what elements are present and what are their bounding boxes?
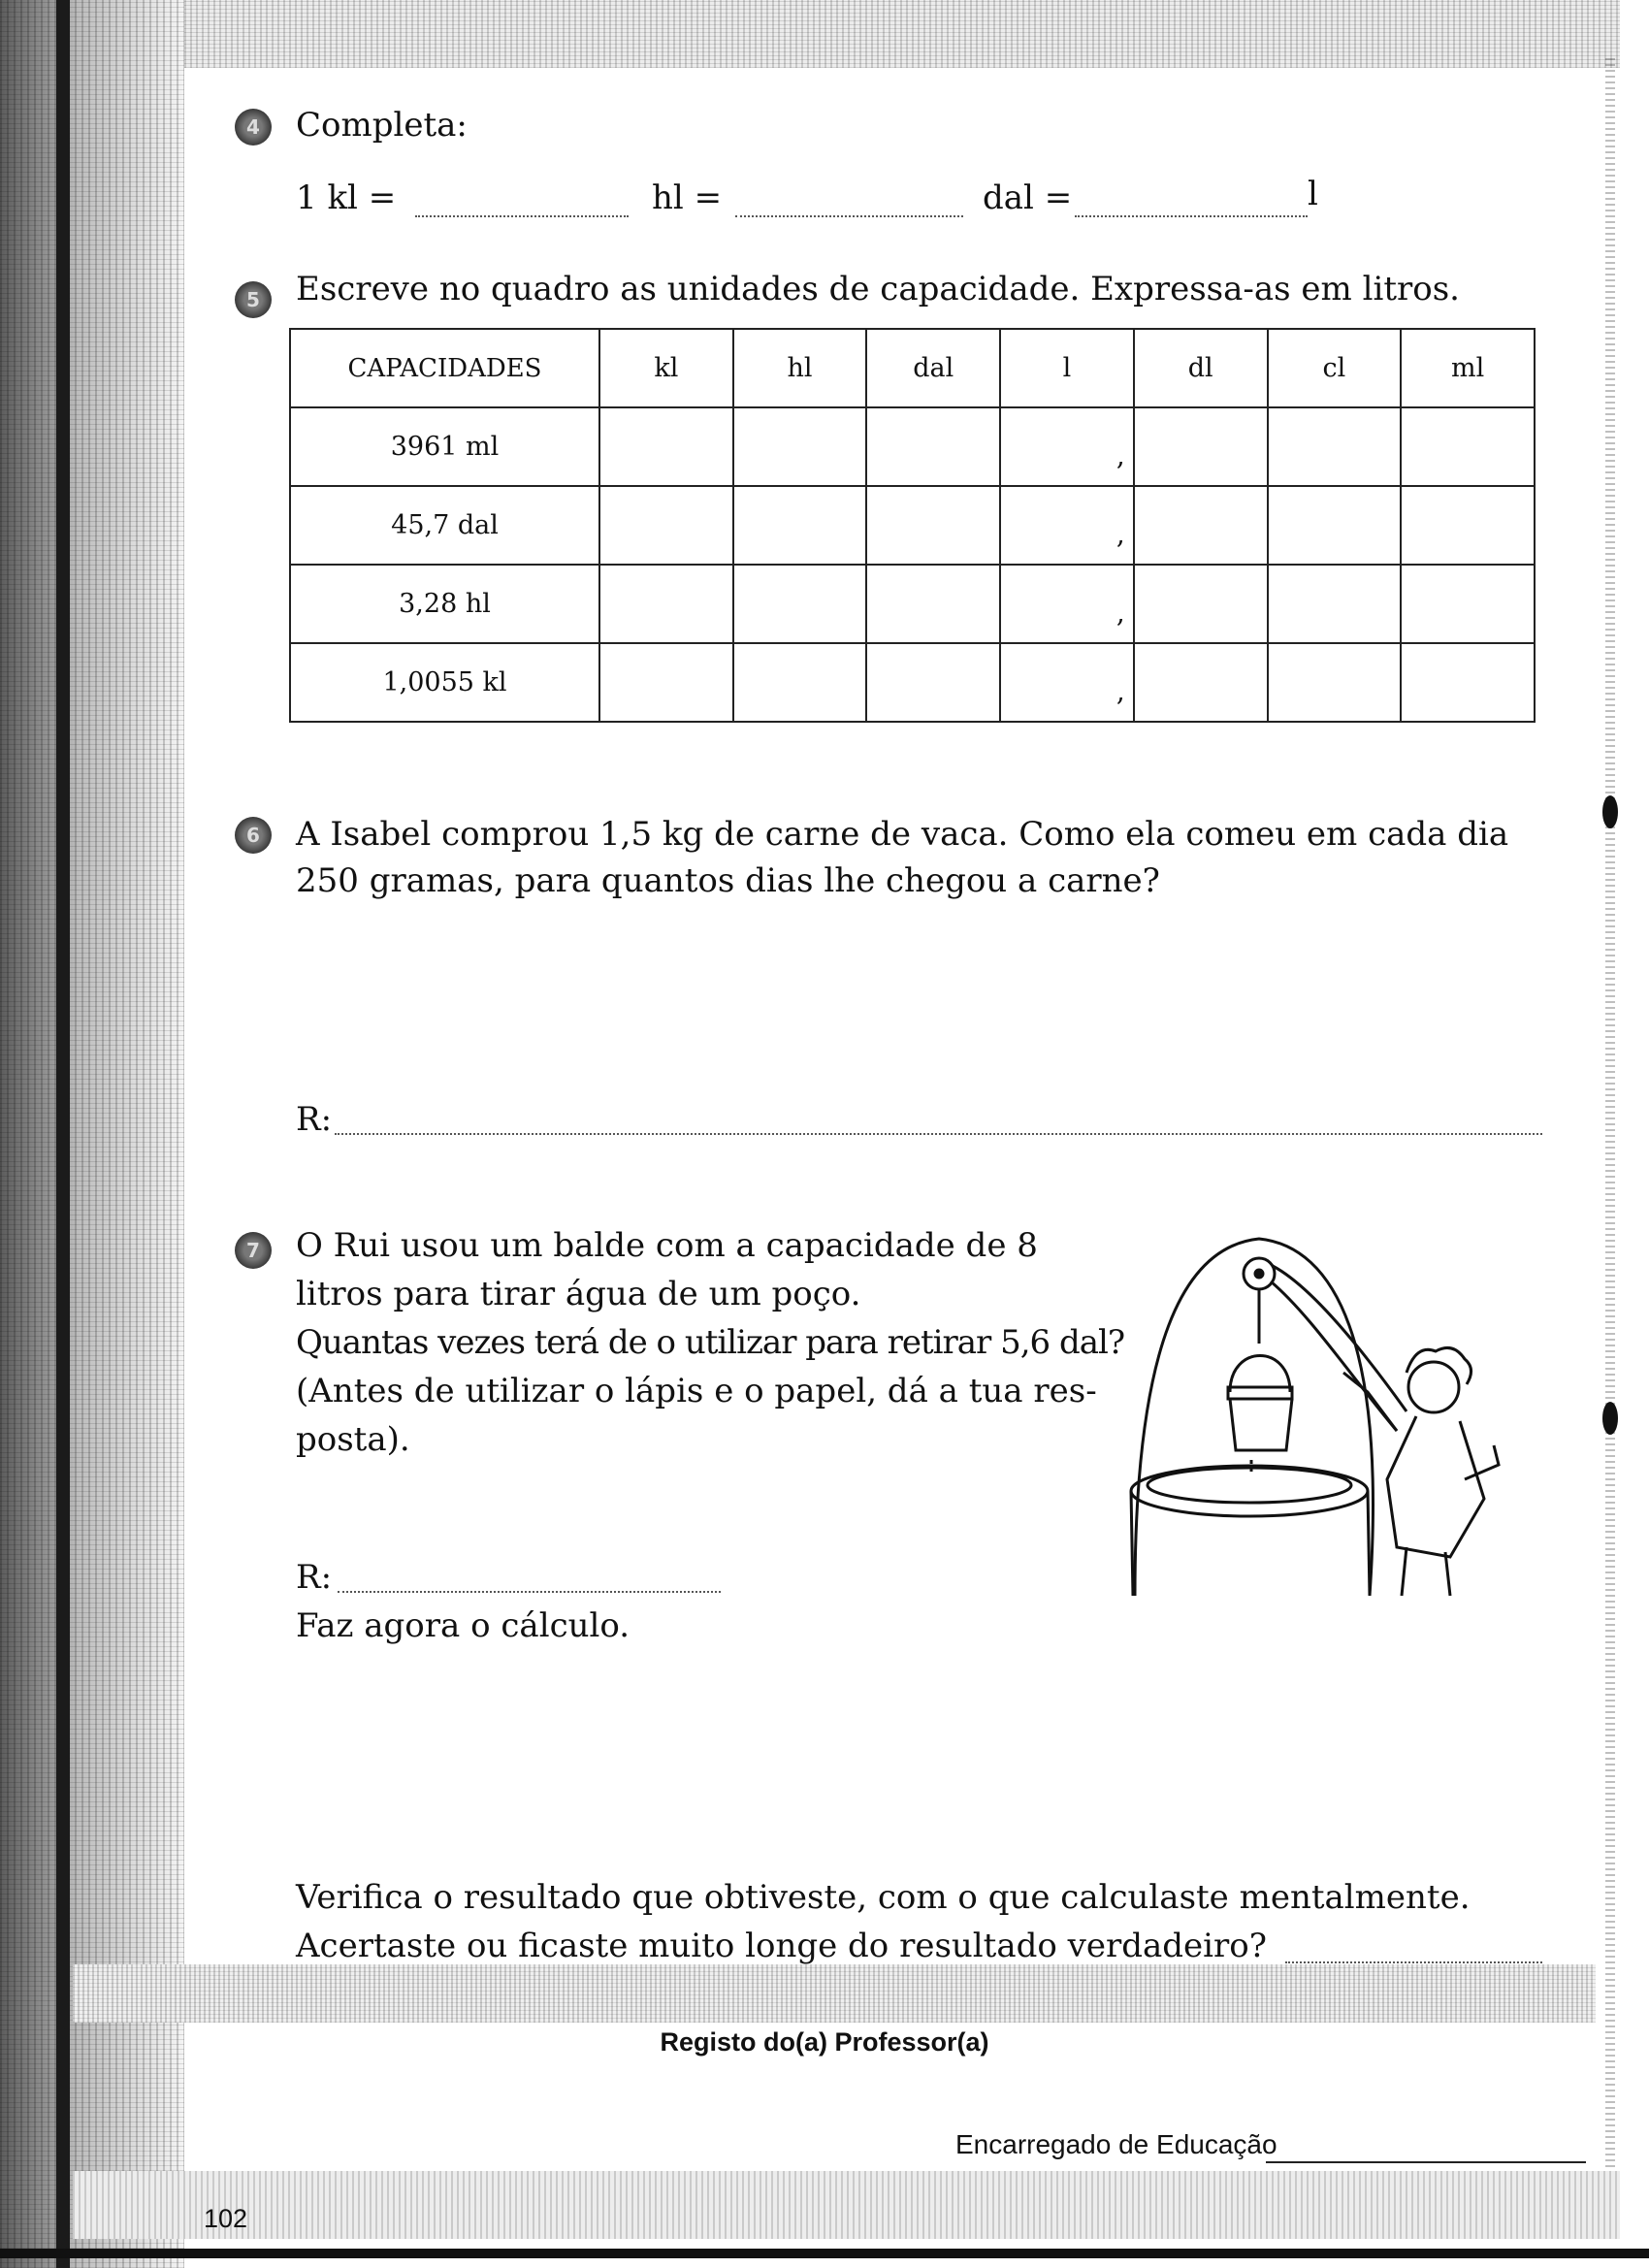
table-cell[interactable]	[1401, 486, 1535, 565]
table-cell[interactable]	[1000, 407, 1134, 486]
table-cell[interactable]	[1134, 643, 1268, 722]
table-header: cl	[1268, 329, 1402, 407]
decimal-comma: ,	[1116, 675, 1125, 707]
capacity-table	[289, 328, 1536, 723]
question-number-6: 6	[235, 817, 272, 854]
table-header: dl	[1134, 329, 1268, 407]
table-cell[interactable]	[1268, 565, 1402, 643]
guardian-signature-line[interactable]	[1266, 2161, 1586, 2163]
question-number-7: 7	[235, 1232, 272, 1269]
table-cell[interactable]	[1134, 486, 1268, 565]
table-cell[interactable]	[866, 486, 1000, 565]
decimal-comma: ,	[1116, 518, 1125, 550]
q7-answer-label: R:	[296, 1558, 333, 1597]
table-cell[interactable]	[733, 643, 867, 722]
q4-kl-label: 1 kl =	[296, 178, 397, 217]
scan-bottom-line	[0, 2249, 1649, 2258]
table-cell[interactable]	[1000, 643, 1134, 722]
q7-line-2: litros para tirar água de um poço.	[296, 1275, 861, 1313]
q6-answer-line[interactable]	[335, 1133, 1542, 1135]
table-cell[interactable]	[733, 407, 867, 486]
table-cell[interactable]	[1401, 565, 1535, 643]
q6-answer-label: R:	[296, 1100, 333, 1139]
table-cell[interactable]	[599, 565, 733, 643]
table-row	[290, 565, 1535, 643]
table-header: l	[1000, 329, 1134, 407]
table-cell[interactable]	[599, 407, 733, 486]
table-cell[interactable]	[866, 643, 1000, 722]
table-cell[interactable]	[733, 565, 867, 643]
table-row	[290, 643, 1535, 722]
capacity-value: 1,0055 kl	[290, 643, 599, 722]
table-row	[290, 407, 1535, 486]
table-cell[interactable]	[599, 643, 733, 722]
capacity-table-header-row	[290, 329, 1535, 407]
q4-blank-l[interactable]	[1075, 215, 1308, 217]
table-cell[interactable]	[733, 486, 867, 565]
q4-dal-label: dal =	[983, 178, 1073, 217]
q4-blank-dal[interactable]	[735, 215, 963, 217]
well-illustration	[1116, 1227, 1533, 1601]
table-cell[interactable]	[866, 407, 1000, 486]
capacity-value: 3961 ml	[290, 407, 599, 486]
table-header: kl	[599, 329, 733, 407]
q4-hl-label: hl =	[652, 178, 723, 217]
table-cell[interactable]	[1134, 565, 1268, 643]
table-cell[interactable]	[1000, 486, 1134, 565]
q7-answer-line[interactable]	[338, 1591, 721, 1593]
table-cell[interactable]	[1268, 486, 1402, 565]
table-header: dal	[866, 329, 1000, 407]
table-cell[interactable]	[1268, 643, 1402, 722]
scan-shadow-left	[0, 0, 184, 2268]
verify-answer-line[interactable]	[1285, 1961, 1542, 1963]
scan-noise-bottom	[73, 2171, 1620, 2239]
teacher-record-label: Registo do(a) Professor(a)	[660, 2027, 989, 2057]
q4-title: Completa:	[296, 106, 468, 145]
q7-line-3: Quantas vezes terá de o utilizar para retirar 5,6 dal?	[296, 1323, 1125, 1362]
table-cell[interactable]	[1401, 407, 1535, 486]
scan-edge-right	[1605, 58, 1615, 2231]
table-cell[interactable]	[1401, 643, 1535, 722]
table-cell[interactable]	[599, 486, 733, 565]
guardian-label: Encarregado de Educação	[955, 2129, 1277, 2159]
decimal-comma: ,	[1116, 597, 1125, 629]
q7-calc-prompt: Faz agora o cálculo.	[296, 1606, 630, 1645]
question-number-4: 4	[235, 109, 272, 146]
question-number-5: 5	[235, 281, 272, 318]
q5-title: Escreve no quadro as unidades de capacidade. Expressa-as em litros.	[296, 270, 1460, 308]
binder-hole-mark	[1602, 1402, 1618, 1435]
q6-line-1: A Isabel comprou 1,5 kg de carne de vaca. Como ela comeu em cada dia	[296, 815, 1509, 854]
table-cell[interactable]	[1000, 565, 1134, 643]
table-header: hl	[733, 329, 867, 407]
table-cell[interactable]	[1268, 407, 1402, 486]
binder-hole-mark	[1602, 795, 1618, 828]
table-cell[interactable]	[1134, 407, 1268, 486]
table-header: ml	[1401, 329, 1535, 407]
q4-l-label: l	[1308, 175, 1318, 213]
table-cell[interactable]	[866, 565, 1000, 643]
q7-line-1: O Rui usou um balde com a capacidade de 8	[296, 1226, 1038, 1265]
capacity-value: 3,28 hl	[290, 565, 599, 643]
verify-line-1: Verifica o resultado que obtiveste, com o que calculaste mentalmente.	[296, 1878, 1471, 1917]
scan-noise-band	[73, 1964, 1596, 2023]
page-number: 102	[204, 2204, 248, 2233]
decimal-comma: ,	[1116, 439, 1125, 471]
verify-line-2: Acertaste ou ficaste muito longe do resultado verdadeiro?	[296, 1927, 1267, 1965]
scan-noise-top	[184, 0, 1620, 68]
table-row	[290, 486, 1535, 565]
q7-line-4: (Antes de utilizar o lápis e o papel, dá a tua res-	[296, 1372, 1097, 1410]
q6-line-2: 250 gramas, para quantos dias lhe chegou a carne?	[296, 861, 1160, 900]
q4-blank-hl[interactable]	[415, 215, 629, 217]
capacity-value: 45,7 dal	[290, 486, 599, 565]
q7-line-5: posta).	[296, 1420, 410, 1459]
scan-binding-bar	[56, 0, 70, 2268]
table-header: CAPACIDADES	[290, 329, 599, 407]
